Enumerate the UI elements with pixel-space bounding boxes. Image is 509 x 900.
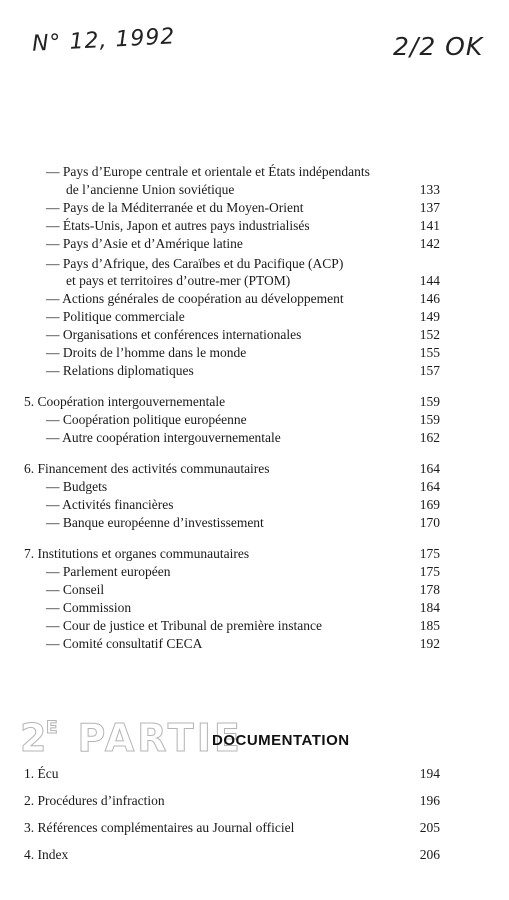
toc-page-number: 155: [419, 345, 440, 360]
toc-entry-text: — Pays de la Méditerranée et du Moyen-Orient: [46, 200, 304, 215]
toc-page-number: 196: [419, 793, 440, 808]
toc-page-number: 170: [419, 515, 440, 530]
part-superscript: E: [46, 718, 58, 738]
toc-entry-text: — Banque européenne d’investissement: [46, 515, 264, 530]
toc-entry-text: — Relations diplomatiques: [46, 363, 194, 378]
toc-page-number: 184: [419, 600, 440, 615]
toc-entry-text: — Pays d’Asie et d’Amérique latine: [46, 236, 243, 251]
toc-page-number: 146: [419, 291, 440, 306]
toc-page-number: 185: [419, 618, 440, 633]
toc-entry-text: — Organisations et conférences internationales: [46, 327, 302, 342]
toc-entry-text: — Coopération politique européenne: [46, 412, 247, 427]
toc-page-number: 137: [419, 200, 440, 215]
toc-page-number: 133: [419, 182, 440, 197]
toc-page-number: 162: [419, 430, 440, 445]
toc-page-number: 178: [419, 582, 440, 597]
toc-page-number: 164: [419, 461, 440, 476]
toc-page-number: 175: [419, 546, 440, 561]
toc-page-number: 142: [419, 236, 440, 251]
toc-entry-text: — Budgets: [46, 479, 108, 494]
toc-entry-text: — Pays d’Afrique, des Caraïbes et du Pacifique (ACP): [46, 256, 344, 271]
toc-page-number: 175: [419, 564, 440, 579]
toc-entry-text: — Droits de l’homme dans le monde: [46, 345, 247, 360]
toc-section-heading: 7. Institutions et organes communautaires: [24, 546, 250, 561]
part-word: PARTIE: [77, 716, 243, 760]
toc-page-number: 205: [419, 820, 440, 835]
toc-page-number: 206: [419, 847, 440, 862]
toc-page-number: 144: [419, 273, 440, 288]
toc-page-number: 152: [419, 327, 440, 342]
toc-entry-text: — Autre coopération intergouvernementale: [46, 430, 281, 445]
toc-entry-text: — États-Unis, Japon et autres pays industrialisés: [46, 218, 310, 233]
toc-section-heading: 3. Références complémentaires au Journal officiel: [24, 820, 295, 835]
toc-page-number: 164: [419, 479, 440, 494]
part-title: DOCUMENTATION: [212, 732, 350, 749]
toc-page-number: 192: [419, 636, 440, 651]
toc-entry-text: — Activités financières: [46, 497, 174, 512]
toc-page-number: 159: [419, 394, 440, 409]
toc-page-number: 169: [419, 497, 440, 512]
toc-entry-text: — Cour de justice et Tribunal de première instance: [46, 618, 322, 633]
toc-section-heading: 4. Index: [24, 847, 69, 862]
toc-entry-text: — Parlement européen: [46, 564, 171, 579]
toc-entry-text: et pays et territoires d’outre-mer (PTOM): [66, 273, 291, 288]
toc-section-heading: 1. Écu: [24, 766, 59, 781]
toc-page-number: 141: [419, 218, 440, 233]
toc-entry-text: — Politique commerciale: [46, 309, 185, 324]
handwritten-check-note: 2/2 OK: [393, 32, 484, 61]
handwritten-issue-note: N° 12, 1992: [31, 24, 176, 57]
toc-section-heading: 6. Financement des activités communautaires: [24, 461, 270, 476]
toc-section-heading: 2. Procédures d’infraction: [24, 793, 165, 808]
toc-page-number: 159: [419, 412, 440, 427]
toc-page-number: 149: [419, 309, 440, 324]
toc-page-number: 157: [419, 363, 440, 378]
toc-page-number: 194: [419, 766, 440, 781]
toc-section-heading: 5. Coopération intergouvernementale: [24, 394, 226, 409]
toc-entry-text: — Commission: [46, 600, 132, 615]
toc-entry-text: — Actions générales de coopération au développement: [46, 291, 344, 306]
toc-entry-text: — Conseil: [46, 582, 105, 597]
toc-entry-text: — Comité consultatif CECA: [46, 636, 203, 651]
toc-entry-text: de l’ancienne Union soviétique: [66, 182, 235, 197]
toc-entry-text: — Pays d’Europe centrale et orientale et États indépendants: [46, 164, 370, 179]
part-number: 2: [20, 716, 50, 760]
